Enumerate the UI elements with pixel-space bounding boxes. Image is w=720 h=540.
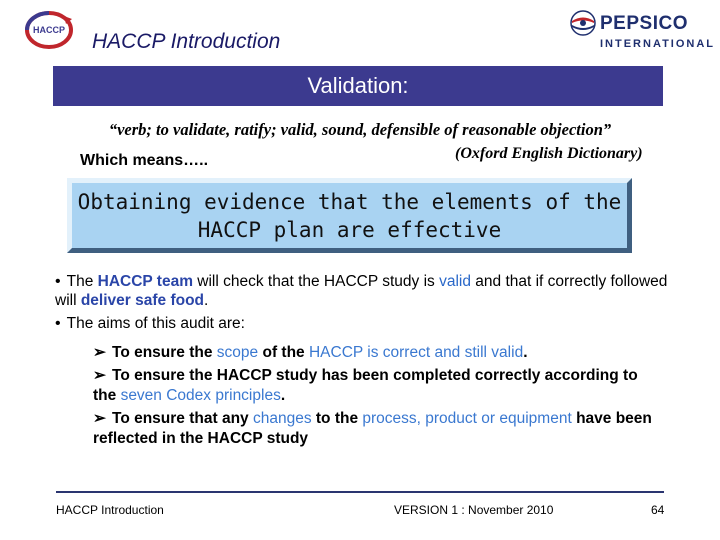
banner-title: Validation: <box>307 73 409 98</box>
scope-emphasis: scope <box>216 344 259 361</box>
sub-bullet-text: to the <box>311 410 363 427</box>
definition-quote: “verb; to validate, ratify; valid, sound, defensible of reasonable objection” <box>108 120 612 139</box>
arrow-bullet-icon: ➢ <box>93 367 106 384</box>
sub-bullet-text: . <box>280 387 286 404</box>
haccp-team-emphasis: HACCP team <box>97 273 193 290</box>
highlight-line-1: Obtaining evidence that the elements of the <box>77 189 622 214</box>
haccp-logo <box>24 10 74 50</box>
valid-emphasis: valid <box>439 273 471 290</box>
sub-bullet-item <box>93 366 663 406</box>
footer-version: VERSION 1 : November 2010 <box>394 503 554 517</box>
section-banner <box>53 66 663 106</box>
sub-bullet-item <box>93 409 663 449</box>
bullet-item <box>55 272 675 310</box>
bullet-text: will check that the HACCP study is <box>192 273 440 290</box>
pepsico-brand-subtitle: INTERNATIONAL <box>600 38 716 50</box>
sub-bullet-text: . <box>523 344 528 361</box>
pepsico-globe-icon <box>570 10 596 36</box>
page-number: 64 <box>651 503 665 517</box>
sub-bullet-text: To ensure the <box>112 344 217 361</box>
pepsico-brand-name: PEPSICO <box>600 13 688 34</box>
svg-text:HACCP: HACCP <box>32 25 66 35</box>
sub-bullet-list <box>93 343 663 452</box>
changes-emphasis: changes <box>252 410 312 427</box>
sub-bullet-text: To ensure the HACCP study has been completed correctly according to the <box>93 367 638 404</box>
bullet-dot-icon: • <box>55 315 61 332</box>
process-emphasis: process, product or equipment <box>362 410 572 427</box>
arrow-bullet-icon: ➢ <box>93 410 106 427</box>
sub-bullet-text: of the <box>258 344 309 361</box>
footer-divider <box>56 491 664 493</box>
definition-source: (Oxford English Dictionary) <box>455 145 643 162</box>
which-means-label: Which means….. <box>80 152 209 169</box>
codex-emphasis: seven Codex principles <box>120 387 281 404</box>
arrow-bullet-icon: ➢ <box>93 344 106 361</box>
bullet-text: . <box>204 292 209 309</box>
deliver-safe-food-emphasis: deliver safe food <box>80 292 205 309</box>
bullet-text: The <box>66 273 98 290</box>
sub-bullet-text: have been reflected in the HACCP study <box>93 410 652 447</box>
slide-header-title: HACCP Introduction <box>92 30 281 53</box>
footer-title: HACCP Introduction <box>56 503 164 517</box>
highlight-line-2: HACCP plan are effective <box>197 217 502 242</box>
bullet-text: and that if correctly followed will <box>55 273 668 309</box>
sub-bullet-item <box>93 343 663 363</box>
bullet-text: The aims of this audit are: <box>66 315 245 332</box>
haccp-valid-emphasis: HACCP is correct and still valid <box>308 344 524 361</box>
bullet-dot-icon: • <box>55 273 61 290</box>
bullet-list <box>55 272 675 337</box>
bullet-item <box>55 314 675 333</box>
sub-bullet-text: To ensure that any <box>112 410 253 427</box>
evidence-highlight-box <box>67 178 632 253</box>
